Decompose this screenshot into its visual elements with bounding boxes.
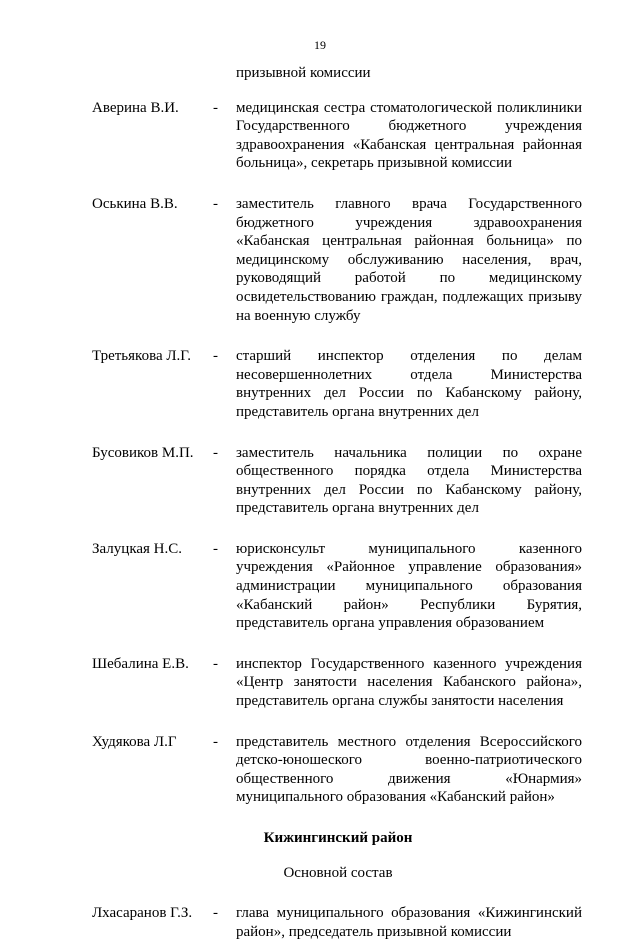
member-dash: - (213, 905, 218, 922)
member-name: Бусовиков М.П. (92, 444, 194, 461)
continuation-text: призывной комиссии (236, 65, 371, 81)
member-dash: - (213, 99, 218, 116)
member-description: инспектор Государственного казенного учреждения «Центр занятости населения Кабанского района», представитель органа службы занятости населения (236, 655, 582, 710)
member-description: представитель местного отделения Всероссийского детско-юношеского военно-патриотического общественного движения «Юнармия» муниципального образования «Кабанский район» (236, 733, 582, 806)
document-body (0, 64, 640, 941)
member-dash: - (213, 444, 218, 461)
member-description: заместитель начальника полиции по охране общественного порядка отдела Министерства внутренних дел России по Кабанскому району, представитель органа внутренних дел (236, 444, 582, 517)
member-name: Шебалина Е.В. (92, 655, 189, 672)
member-entry (0, 655, 640, 711)
member-description: глава муниципального образования «Кижингинский район», председатель призывной комиссии (236, 905, 582, 940)
member-entry (0, 904, 640, 941)
member-dash: - (213, 195, 218, 212)
member-name: Аверина В.И. (92, 99, 179, 116)
member-description: медицинская сестра стоматологической поликлиники Государственного бюджетного учреждения здравоохранения «Кабанская центральная районная больница», секретарь призывной комиссии (236, 99, 582, 172)
member-entry (0, 733, 640, 807)
member-dash: - (213, 733, 218, 750)
member-name: Третьякова Л.Г. (92, 348, 192, 365)
member-description: старший инспектор отделения по делам несовершеннолетних отдела Министерства внутренних дел России по Кабанскому району, представитель органа внутренних дел (236, 348, 582, 420)
member-description: заместитель главного врача Государственного бюджетного учреждения здравоохранения «Кабанская центральная районная больница» по медицинскому обслуживанию населения, врач, руководящий работой по медицинскому освидетельствованию граждан, подлежащих призыву на военную службу (236, 195, 582, 324)
member-name: Оськина В.В. (92, 195, 178, 212)
member-entry (0, 195, 640, 325)
member-dash: - (213, 348, 218, 365)
member-dash: - (213, 540, 218, 557)
member-entry (0, 444, 640, 518)
member-entry (0, 347, 640, 421)
section-title: Кижингинский район (263, 830, 413, 846)
member-entry (0, 99, 640, 173)
member-name: Лхасаранов Г.З. (92, 905, 193, 922)
member-dash: - (213, 655, 218, 672)
member-name: Худякова Л.Г (92, 733, 177, 750)
member-entry (0, 540, 640, 633)
page-number: 19 (314, 38, 326, 52)
member-description: юрисконсульт муниципального казенного учреждения «Районное управление образования» администрации муниципального образования «Кабанский район» Республики Бурятия, представитель органа управления образованием (236, 540, 582, 632)
member-name: Залуцкая Н.С. (92, 540, 183, 557)
subsection-title: Основной состав (283, 864, 393, 881)
